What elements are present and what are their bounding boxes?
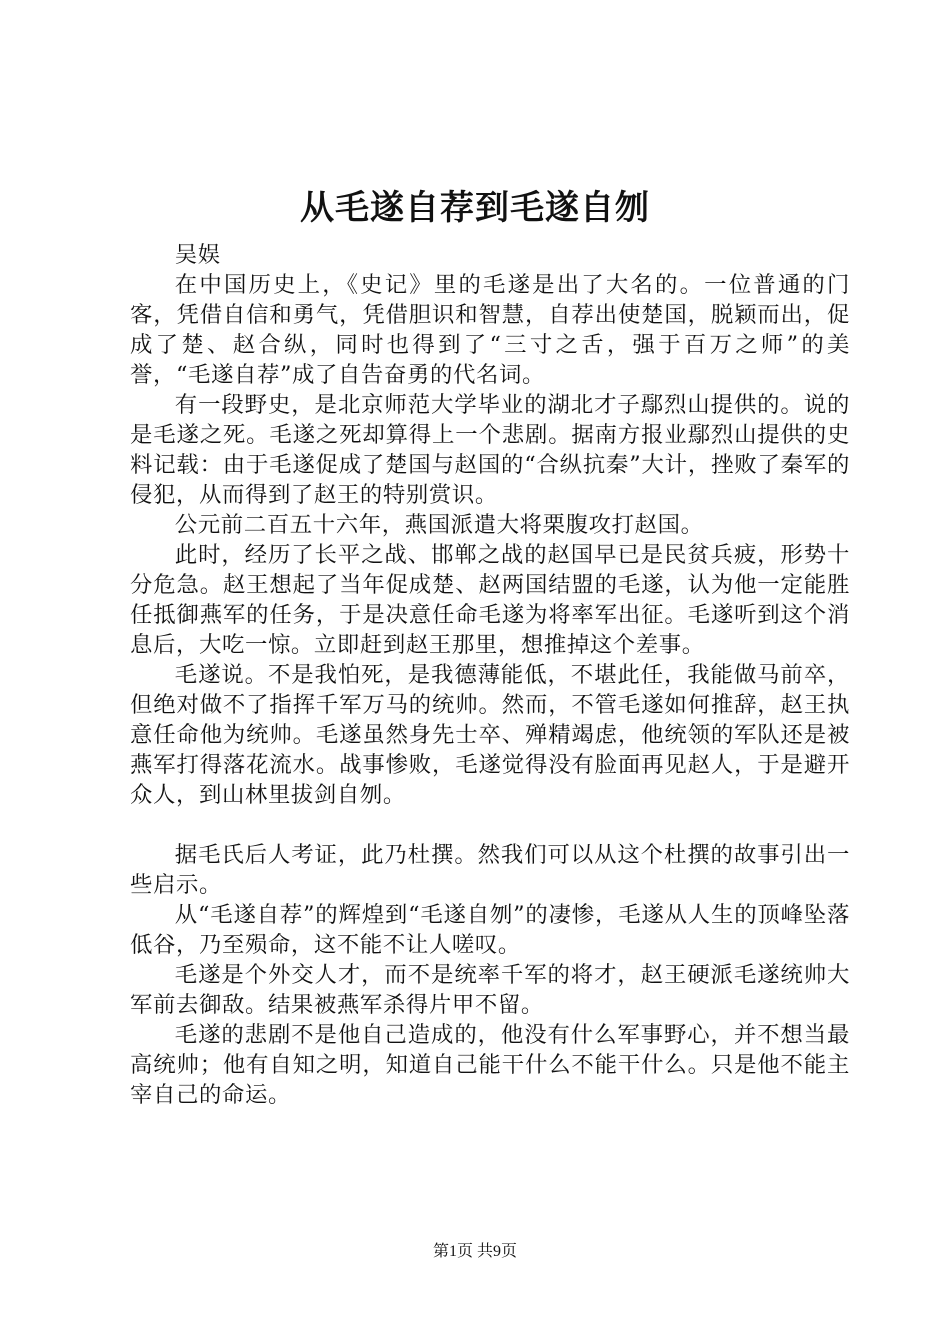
- paragraph: 从“毛遂自荐”的辉煌到“毛遂自刎”的凄惨，毛遂从人生的顶峰坠落低谷，乃至殒命，这不能不让人嗟叹。: [130, 902, 850, 958]
- paragraph: 公元前二百五十六年，燕国派遣大将栗腹攻打赵国。: [174, 512, 704, 538]
- paragraph: 毛遂说。不是我怕死，是我德薄能低，不堪此任，我能做马前卒，但绝对做不了指挥千军万马的统帅。然而，不管毛遂如何推辞，赵王执意任命他为统帅。毛遂虽然身先士卒、殚精竭虑，他统领的军队还是被燕军打得落花流水。战事惨败，毛遂觉得没有脸面再见赵人，于是避开众人，到山林里拔剑自刎。: [130, 662, 850, 808]
- author-line: 吴娱: [174, 242, 221, 268]
- paragraph: 据毛氏后人考证，此乃杜撰。然我们可以从这个杜撰的故事引出一些启示。: [130, 842, 850, 898]
- paragraph: 此时，经历了长平之战、邯郸之战的赵国早已是民贫兵疲，形势十分危急。赵王想起了当年促成楚、赵两国结盟的毛遂，认为他一定能胜任抵御燕军的任务，于是决意任命毛遂为将率军出征。毛遂听到这个消息后，大吃一惊。立即赶到赵王那里，想推掉这个差事。: [130, 542, 850, 658]
- paragraph: 在中国历史上，《史记》里的毛遂是出了大名的。一位普通的门客，凭借自信和勇气，凭借胆识和智慧，自荐出使楚国，脱颖而出，促成了楚、赵合纵，同时也得到了“三寸之舌，强于百万之师”的美誉，“毛遂自荐”成了自告奋勇的代名词。: [130, 272, 850, 388]
- page-footer: 第1页 共9页: [432, 1243, 517, 1260]
- paragraph: 毛遂是个外交人才，而不是统率千军的将才，赵王硬派毛遂统帅大军前去御敌。结果被燕军杀得片甲不留。: [130, 962, 850, 1018]
- document-title: 从毛遂自荐到毛遂自刎: [300, 188, 650, 228]
- document-body: [130, 240, 850, 1110]
- paragraph: 毛遂的悲剧不是他自己造成的，他没有什么军事野心，并不想当最高统帅；他有自知之明，知道自己能干什么不能干什么。只是他不能主宰自己的命运。: [130, 1022, 850, 1108]
- paragraph: 有一段野史，是北京师范大学毕业的湖北才子鄢烈山提供的。说的是毛遂之死。毛遂之死却算得上一个悲剧。据南方报业鄢烈山提供的史料记载：由于毛遂促成了楚国与赵国的“合纵抗秦”大计，挫败了秦军的侵犯，从而得到了赵王的特别赏识。: [130, 392, 850, 508]
